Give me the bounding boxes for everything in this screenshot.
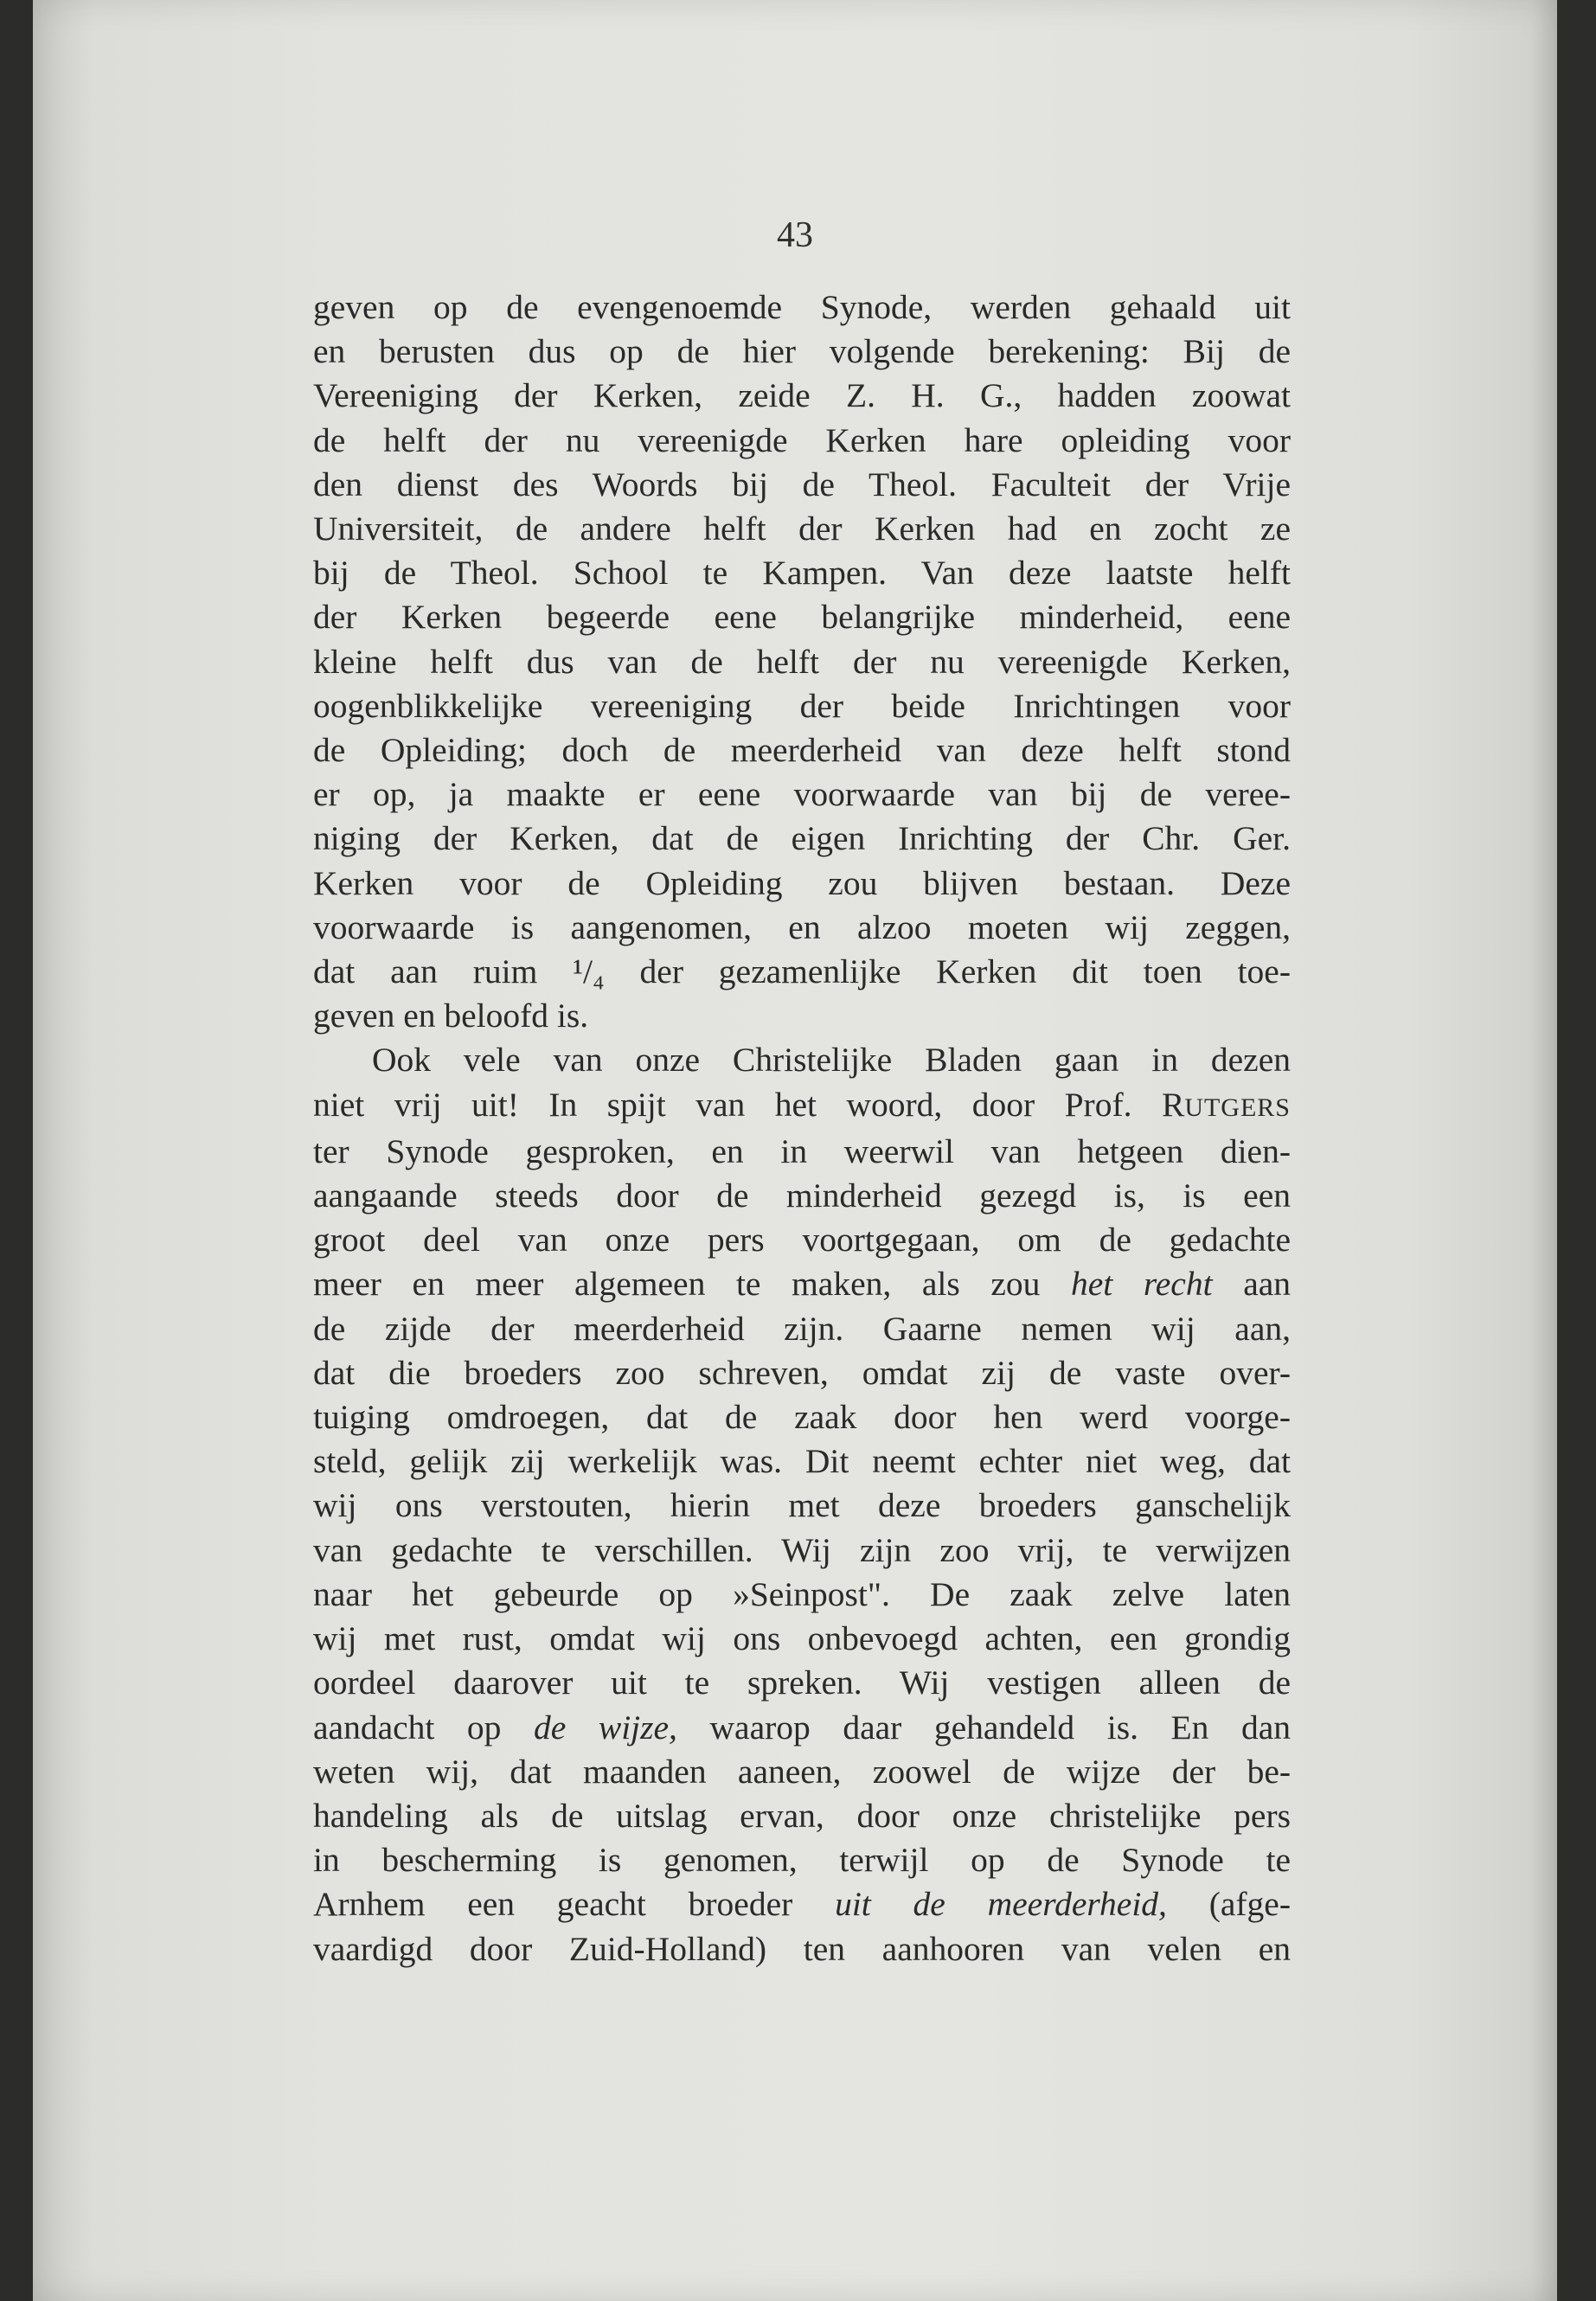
text-line: kleine helft dus van de helft der nu vereenigde Kerken, bbox=[313, 642, 1291, 681]
text-line: der Kerken begeerde eene belangrijke minderheid, eene bbox=[313, 598, 1291, 637]
text-line: geven en beloofd is. bbox=[313, 997, 589, 1035]
text-segment: meer en meer algemeen te maken, als zou bbox=[313, 1265, 1071, 1304]
text-line: vaardigd door Zuid-Holland) ten aanhooren van velen en bbox=[313, 1929, 1291, 1968]
italic-phrase: het recht bbox=[1071, 1265, 1213, 1304]
text-line: den dienst des Woords bij de Theol. Faculteit der Vrije bbox=[313, 465, 1291, 503]
text-line: Universiteit, de andere helft der Kerken had en zocht ze bbox=[313, 510, 1291, 548]
text-line: naar het gebeurde op »Seinpost". De zaak zelve laten bbox=[313, 1574, 1291, 1613]
text-segment: Arnhem een geacht broeder bbox=[313, 1885, 836, 1924]
text-line: oordeel daarover uit te spreken. Wij vestigen alleen de bbox=[313, 1663, 1291, 1702]
text-line: dat aan ruim ¹/₄ der gezamenlijke Kerken dit toen toe- bbox=[313, 952, 1291, 991]
text-line: niging der Kerken, dat de eigen Inrichting der Chr. Ger. bbox=[313, 819, 1291, 858]
text-segment: waarop daar gehandeld is. En dan bbox=[676, 1708, 1292, 1747]
text-line bbox=[313, 1882, 1291, 1926]
text-line: de helft der nu vereenigde Kerken hare opleiding voor bbox=[313, 420, 1291, 459]
text-line bbox=[313, 1262, 1291, 1306]
text-line: groot deel van onze pers voortgegaan, om de gedachte bbox=[313, 1221, 1291, 1259]
text-line bbox=[313, 1083, 1291, 1130]
page-number: 43 bbox=[777, 215, 813, 255]
page-edge-shadow bbox=[1531, 0, 1557, 2301]
text-line: ter Synode gesproken, en in weerwil van hetgeen dien- bbox=[313, 1131, 1291, 1170]
text-line: er op, ja maakte er eene voorwaarde van bij de veree- bbox=[313, 775, 1291, 814]
text-segment: (afge- bbox=[1166, 1885, 1291, 1924]
text-line: dat die broeders zoo schreven, omdat zij de vaste over- bbox=[313, 1353, 1291, 1392]
text-line: Ook vele van onze Christelijke Bladen gaan in dezen bbox=[372, 1041, 1291, 1080]
text-segment: aan bbox=[1212, 1265, 1292, 1304]
text-line: wij ons verstouten, hierin met deze broeders ganschelijk bbox=[313, 1486, 1291, 1525]
text-line: steld, gelijk zij werkelijk was. Dit neemt echter niet weg, dat bbox=[313, 1442, 1291, 1481]
italic-phrase: uit de meerderheid, bbox=[835, 1885, 1167, 1924]
page-body-text bbox=[313, 285, 1291, 1971]
text-line: weten wij, dat maanden aaneen, zoowel de wijze der be- bbox=[313, 1752, 1291, 1791]
italic-phrase: de wijze, bbox=[534, 1708, 677, 1747]
text-segment: niet vrij uit! In spijt van het woord, door Prof. R bbox=[313, 1085, 1185, 1124]
book-page bbox=[33, 0, 1557, 2301]
text-line: van gedachte te verschillen. Wij zijn zoo vrij, te verwijzen bbox=[313, 1530, 1291, 1569]
text-line: Vereeniging der Kerken, zeide Z. H. G., hadden zoowat bbox=[313, 376, 1291, 415]
text-line: oogenblikkelijke vereeniging der beide Inrichtingen voor bbox=[313, 686, 1291, 725]
text-line bbox=[313, 1706, 1291, 1750]
text-line: wij met rust, omdat wij ons onbevoegd achten, een grondig bbox=[313, 1619, 1291, 1658]
small-caps-name: UTGERS bbox=[1184, 1093, 1291, 1122]
text-line: tuiging omdroegen, dat de zaak door hen werd voorge- bbox=[313, 1398, 1291, 1437]
text-line: in bescherming is genomen, terwijl op de Synode te bbox=[313, 1841, 1291, 1880]
text-line: aangaande steeds door de minderheid gezegd is, is een bbox=[313, 1176, 1291, 1215]
text-segment: aandacht op bbox=[313, 1708, 534, 1747]
text-line: Kerken voor de Opleiding zou blijven bestaan. Deze bbox=[313, 863, 1291, 902]
text-line: geven op de evengenoemde Synode, werden gehaald uit bbox=[313, 288, 1291, 326]
text-line: en berusten dus op de hier volgende berekening: Bij de bbox=[313, 332, 1291, 371]
text-line: de zijde der meerderheid zijn. Gaarne nemen wij aan, bbox=[313, 1309, 1291, 1348]
text-line: voorwaarde is aangenomen, en alzoo moeten wij zeggen, bbox=[313, 907, 1291, 946]
text-line: de Opleiding; doch de meerderheid van deze helft stond bbox=[313, 731, 1291, 770]
text-line: bij de Theol. School te Kampen. Van deze laatste helft bbox=[313, 554, 1291, 593]
text-line: handeling als de uitslag ervan, door onze christelijke pers bbox=[313, 1796, 1291, 1835]
